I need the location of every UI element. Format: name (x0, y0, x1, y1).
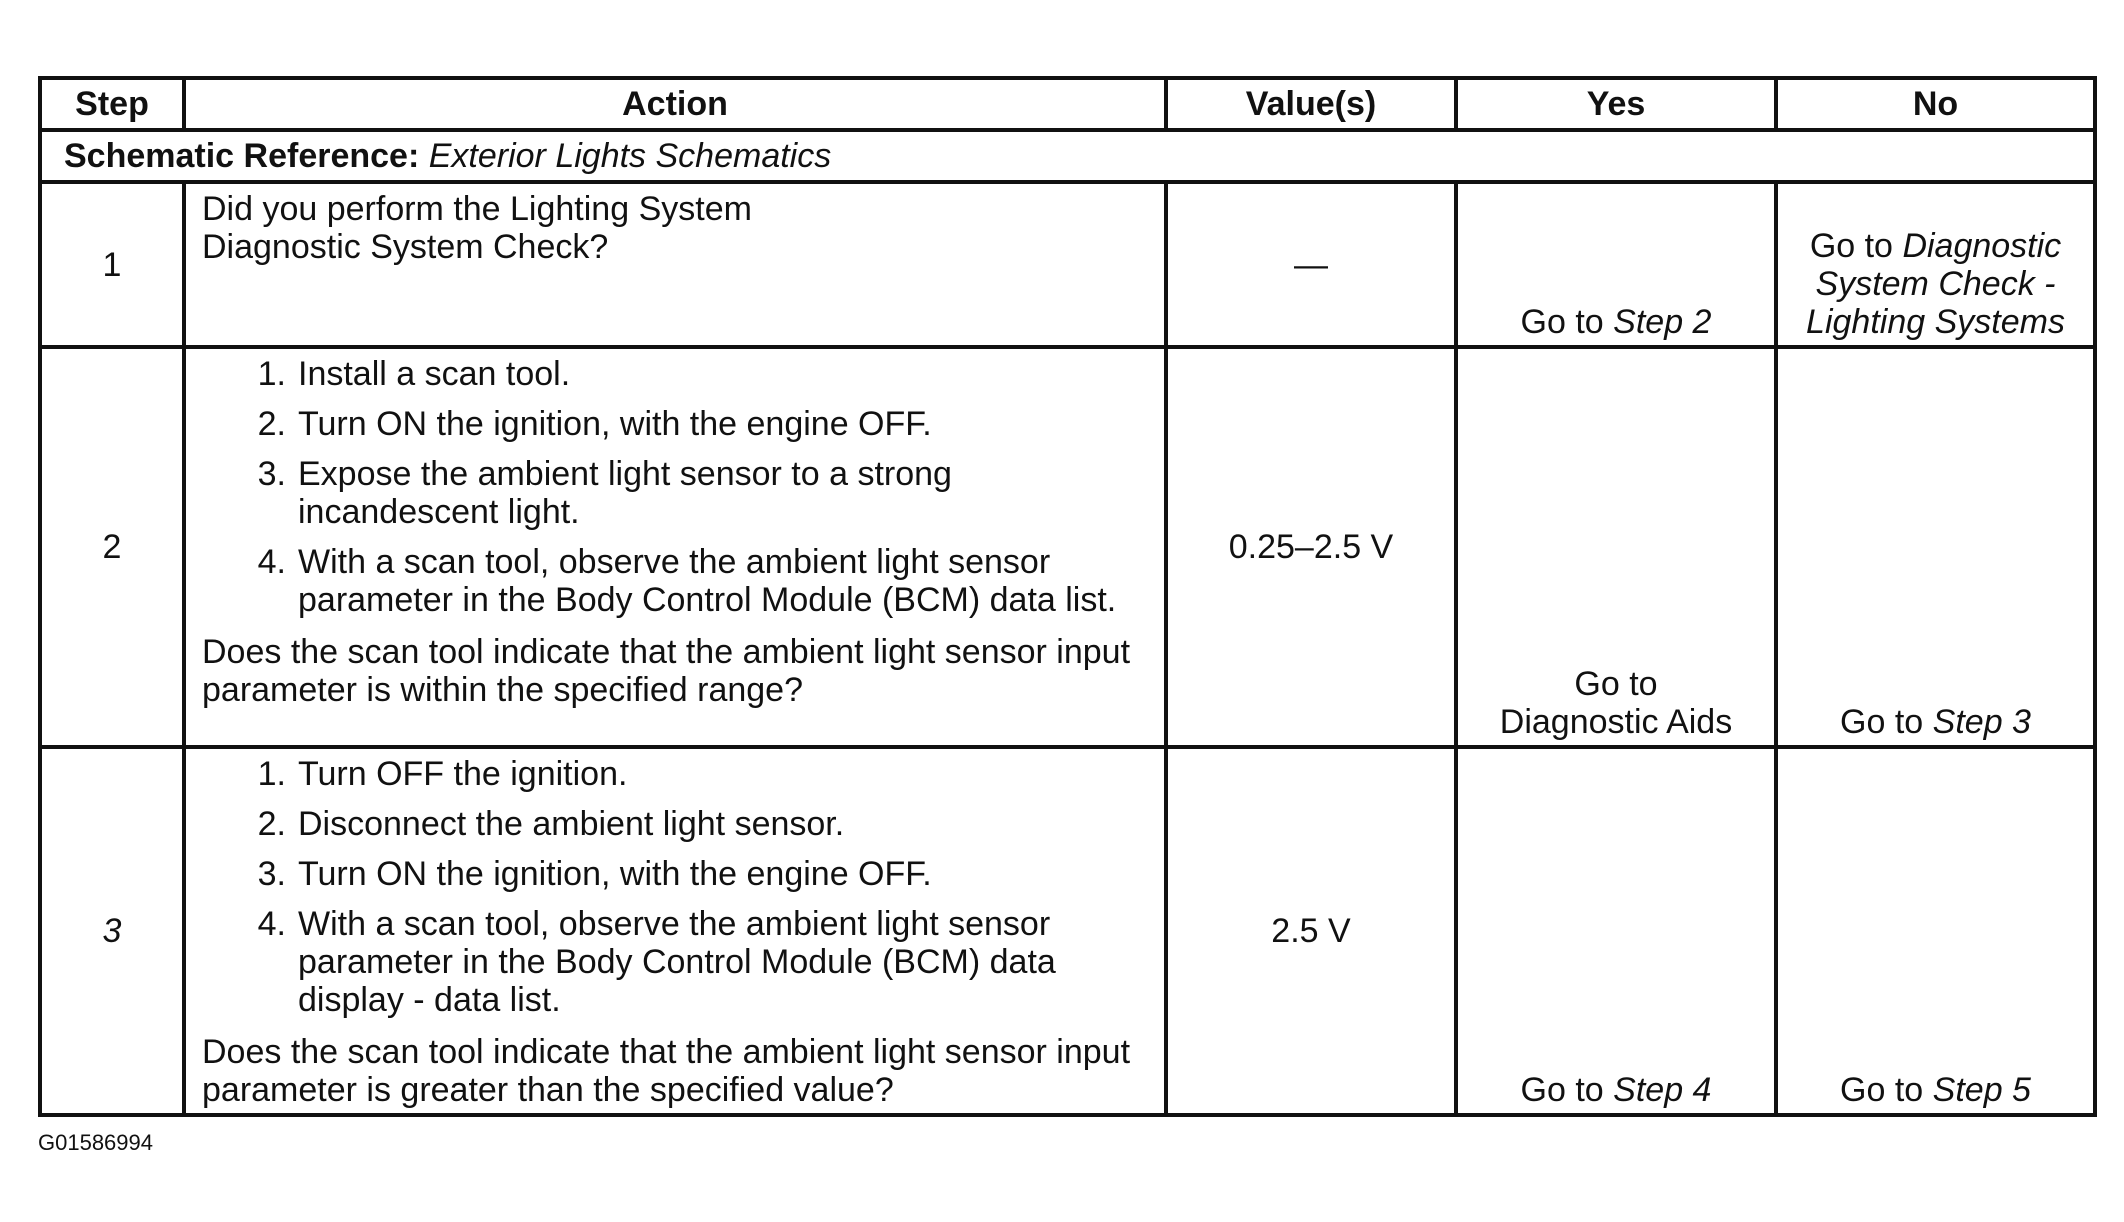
schematic-reference-row (40, 130, 2095, 182)
yes-link[interactable]: Diagnostic Aids (1499, 703, 1733, 741)
action-question: Does the scan tool indicate that the ambient light sensor input parameter is within the specified range? (202, 633, 1131, 709)
schematic-link[interactable]: Exterior Lights Schematics (428, 137, 832, 175)
value-cell: 2.5 V (1166, 747, 1456, 1115)
yes-prefix: Go to (1574, 665, 1658, 703)
step-number: 3 (40, 747, 184, 1115)
schematic-label: Schematic Reference: (64, 137, 420, 175)
yes-prefix: Go to (1520, 303, 1604, 341)
table-row (40, 747, 2095, 1115)
procedure-item: 1. Install a scan tool. (257, 355, 571, 393)
yes-prefix: Go to (1520, 1071, 1604, 1109)
procedure-list (202, 355, 1148, 619)
action-question: Does the scan tool indicate that the ambient light sensor input parameter is greater than the specified value? (202, 1033, 1131, 1109)
action-question: Did you perform the Lighting System Diagnostic System Check? (202, 190, 752, 266)
header-no: No (1776, 78, 2095, 130)
procedure-item: 4. With a scan tool, observe the ambient light sensor parameter in the Body Control Module (BCM) data list. (257, 543, 1117, 619)
yes-cell (1456, 747, 1776, 1115)
procedure-item: 2. Disconnect the ambient light sensor. (257, 805, 845, 843)
diagnostic-table (38, 76, 2097, 1117)
procedure-item: 4. With a scan tool, observe the ambient light sensor parameter in the Body Control Module (BCM) data display - data list. (257, 905, 1056, 1019)
no-cell (1776, 182, 2095, 347)
table-row (40, 347, 2095, 747)
no-cell (1776, 747, 2095, 1115)
no-cell (1776, 347, 2095, 747)
schematic-reference (40, 130, 2095, 182)
header-row (40, 78, 2095, 130)
step-number: 2 (40, 347, 184, 747)
value-cell: — (1166, 182, 1456, 347)
yes-link[interactable]: Step 2 (1613, 303, 1712, 341)
no-prefix: Go to (1840, 703, 1924, 741)
procedure-item: 1. Turn OFF the ignition. (257, 755, 628, 793)
action-cell (184, 182, 1166, 347)
yes-cell (1456, 182, 1776, 347)
table-row (40, 182, 2095, 347)
no-link[interactable]: Step 5 (1932, 1071, 2031, 1109)
no-link[interactable]: Diagnostic System Check - Lighting Systems (1806, 227, 2065, 341)
procedure-item: 2. Turn ON the ignition, with the engine OFF. (257, 405, 932, 443)
header-yes: Yes (1456, 78, 1776, 130)
action-cell (184, 747, 1166, 1115)
header-values: Value(s) (1166, 78, 1456, 130)
action-cell (184, 347, 1166, 747)
no-link[interactable]: Step 3 (1932, 703, 2031, 741)
procedure-item: 3. Expose the ambient light sensor to a strong incandescent light. (257, 455, 952, 531)
yes-cell (1456, 347, 1776, 747)
procedure-item: 3. Turn ON the ignition, with the engine OFF. (257, 855, 932, 893)
procedure-list (202, 755, 1148, 1019)
header-step: Step (40, 78, 184, 130)
header-action: Action (184, 78, 1166, 130)
value-cell: 0.25–2.5 V (1166, 347, 1456, 747)
no-prefix: Go to (1809, 227, 1893, 265)
no-prefix: Go to (1840, 1071, 1924, 1109)
step-number: 1 (40, 182, 184, 347)
yes-link[interactable]: Step 4 (1613, 1071, 1712, 1109)
figure-id: G01586994 (38, 1130, 153, 1155)
